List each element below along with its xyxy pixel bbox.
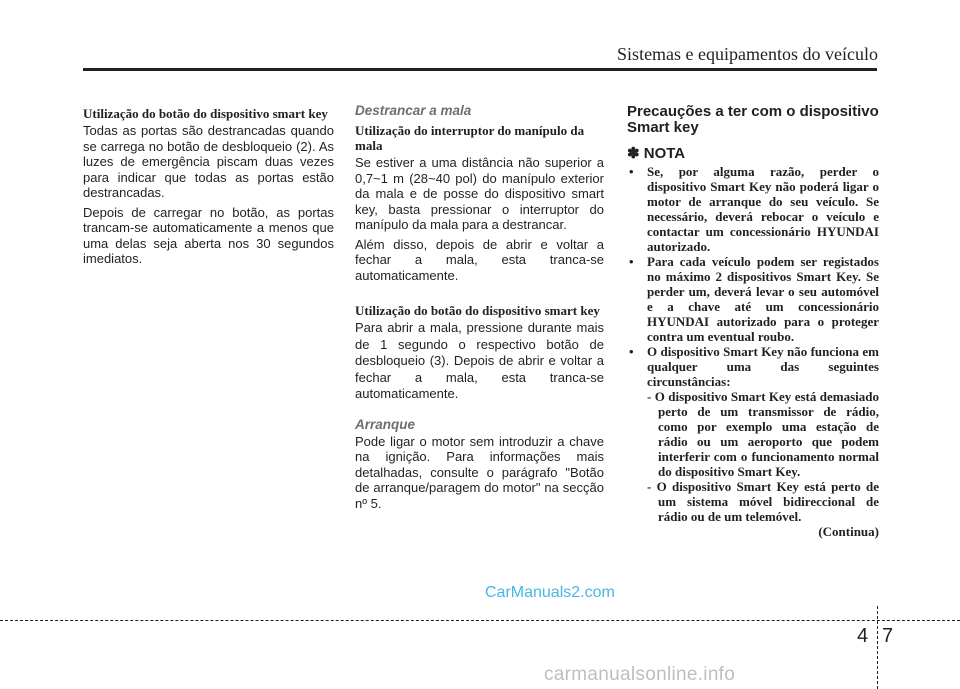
paragraph: Pode ligar o motor sem introduzir a chave na ignição. Para informações mais detalhadas, consulte o parágrafo "Botão de arranque/paragem do motor" na secção nº 5.	[355, 433, 604, 511]
sub-bullet-item: - O dispositivo Smart Key está perto de um sistema móvel bidireccional de rádio ou de um telemóvel.	[647, 479, 879, 524]
paragraph: Além disso, depois de abrir e voltar a fechar a mala, esta tranca-se automaticamente.	[355, 236, 604, 283]
bottom-watermark-link[interactable]: carmanualsonline.info	[544, 664, 736, 685]
column-right	[627, 103, 879, 540]
bullet-icon: •	[629, 344, 634, 359]
bullet-item	[627, 164, 879, 254]
section-title-trunk-unlock: Destrancar a mala	[355, 103, 472, 118]
paragraph: Para abrir a mala, pressione durante mais de 1 segundo o respectivo botão de desbloqueio (3). Depois de abrir e voltar a fechar a mala, esta tranca-se automaticamente.	[355, 320, 604, 401]
subheading-trunk-handle-switch: Utilização do interruptor do manípulo da mala	[355, 123, 585, 153]
note-star-icon: ✽	[627, 145, 640, 162]
column-middle	[355, 103, 604, 515]
subheading-smart-key-button: Utilização do botão do dispositivo smart key	[83, 106, 328, 121]
header-rule	[83, 68, 877, 71]
bullet-item	[627, 344, 879, 389]
bullet-text: Para cada veículo podem ser registados no máximo 2 dispositivos Smart Key. Se perder um, deverá levar o seu automóvel e a chave até um concessionário HYUNDAI autorizado para o proteger contra um eventual roubo.	[647, 254, 879, 344]
column-left	[83, 106, 334, 271]
page-chapter-number: 4	[857, 625, 869, 647]
running-header: Sistemas e equipamentos do veículo	[617, 44, 878, 64]
continued-label: (Continua)	[818, 524, 879, 539]
bullet-text: Se, por alguma razão, perder o dispositivo Smart Key não poderá ligar o motor de arranque do seu veículo. Se necessário, deverá rebocar o veículo e contactar um concessionário HYUNDAI autorizado.	[647, 164, 879, 254]
paragraph: Se estiver a uma distância não superior a 0,7~1 m (28~40 pol) do manípulo exterior da mala e de posse do dispositivo smart key, basta pressionar o interruptor do manípulo da mala para a destrancar.	[355, 155, 604, 232]
section-title-start: Arranque	[355, 416, 416, 432]
note-label: NOTA	[643, 145, 686, 162]
page-number-divider	[877, 606, 878, 689]
footer-divider	[0, 620, 960, 621]
subheading-smart-key-button: Utilização do botão do dispositivo smart key	[355, 303, 600, 318]
watermark-link[interactable]: CarManuals2.com	[485, 584, 615, 601]
sub-bullet-item: - O dispositivo Smart Key está demasiado perto de um transmissor de rádio, como por exemplo uma estação de rádio ou um aeroporto que podem interferir com o funcionamento normal do dispositivo Smart Key.	[647, 389, 879, 479]
section-title-precautions: Precauções a ter com o dispositivo Smart key	[627, 103, 879, 136]
bullet-icon: •	[629, 164, 634, 179]
page-number: 7	[882, 625, 894, 647]
bullet-text: O dispositivo Smart Key não funciona em qualquer uma das seguintes circunstâncias:	[647, 344, 879, 389]
bullet-item	[627, 254, 879, 344]
paragraph: Depois de carregar no botão, as portas trancam-se automaticamente a menos que uma delas seja aberta nos 30 segundos imediatos.	[83, 204, 334, 266]
paragraph: Todas as portas são destrancadas quando se carrega no botão de desbloqueio (2). As luzes de emergência piscam duas vezes para indicar que todas as portas estão destrancadas.	[83, 123, 334, 200]
note-heading	[627, 144, 879, 162]
bullet-icon: •	[629, 254, 634, 269]
